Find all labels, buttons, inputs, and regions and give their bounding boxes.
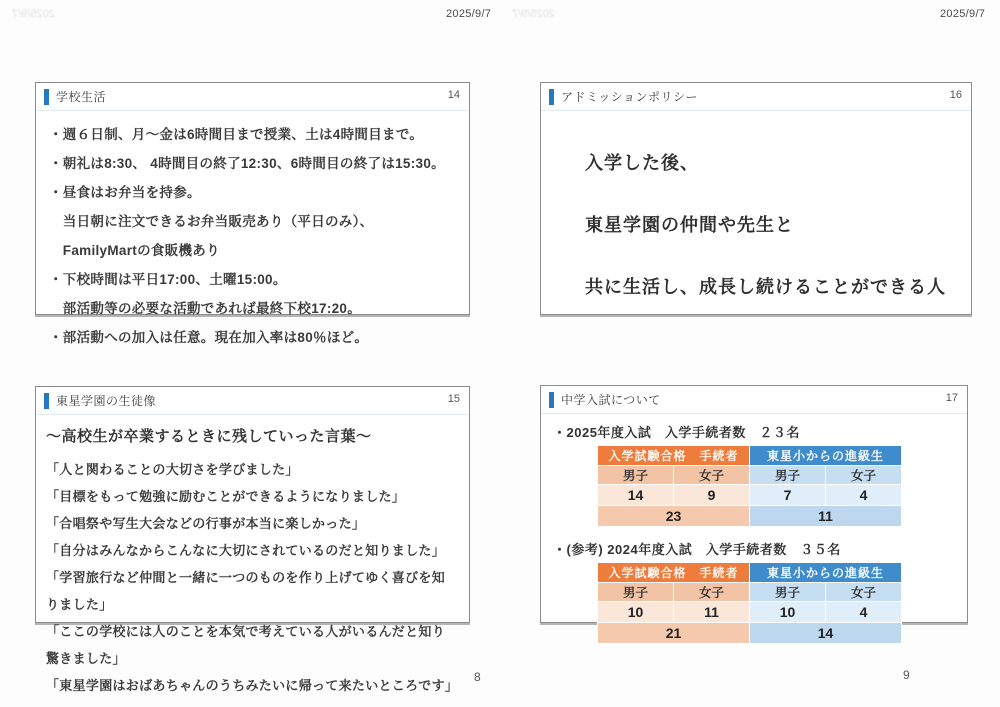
value-cell: 7 (750, 485, 826, 506)
page-number-right: 9 (903, 668, 910, 682)
slide-number: 15 (447, 393, 460, 405)
col-boys: 男子 (750, 583, 826, 602)
slide-student-image (35, 386, 470, 693)
title-accent-bar (44, 89, 49, 105)
bullet-line: 部活動等の必要な活動であれば最終下校17:20。 (49, 301, 362, 316)
policy-line: 入学した後、 (585, 153, 699, 173)
slide-entrance-exam (540, 385, 968, 641)
quote-line: 「東星学園はおばあちゃんのうちみたいに帰って来たいところです」 (46, 678, 459, 693)
bleed-through-artifact: 2025/9/7 (512, 8, 555, 20)
total-cell: 21 (598, 623, 750, 644)
slide-body (541, 111, 971, 305)
exam-2024-caption: ・(参考) 2024年度入試 入学手続者数 ３５名 (553, 542, 841, 557)
col-boys: 男子 (750, 466, 826, 485)
policy-line: 共に生活し、成長し続けることができる人 (585, 277, 946, 297)
value-cell: 4 (826, 602, 902, 623)
bullet-line: ・週６日制、月～金は6時間目まで授業、土は4時間目まで。 (49, 127, 424, 142)
bullet-line: ・下校時間は平日17:00、土曜15:00。 (49, 272, 287, 287)
col-boys: 男子 (598, 466, 674, 485)
quote-line: 「目標をもって勉強に励むことができるようになりました」 (46, 489, 406, 504)
title-accent-bar (549, 392, 554, 408)
quote-line: 「人と関わることの大切さを学びました」 (46, 462, 299, 477)
col-boys: 男子 (598, 583, 674, 602)
table-header-exam-pass: 入学試験合格 手続者 (598, 446, 750, 466)
quote-line: 「合唱祭や写生大会などの行事が本当に楽しかった」 (46, 516, 366, 531)
bullet-line: FamilyMartの食販機あり (49, 243, 220, 258)
total-cell: 14 (750, 623, 902, 644)
page-number-left: 8 (474, 670, 481, 684)
slide-body (36, 415, 469, 699)
title-accent-bar (44, 393, 49, 409)
exam-2025-caption: ・2025年度入試 入学手続者数 ２３名 (553, 425, 800, 440)
slide-number: 14 (447, 89, 460, 101)
total-cell: 23 (598, 506, 750, 527)
table-header-internal: 東星小からの進級生 (750, 563, 902, 583)
col-girls: 女子 (674, 466, 750, 485)
value-cell: 10 (598, 602, 674, 623)
slide-title: アドミッションポリシー (561, 90, 699, 104)
bullet-line: 当日朝に注文できるお弁当販売あり（平日のみ）、 (49, 214, 374, 229)
slide-header (36, 387, 469, 415)
print-date-right-page: 2025/9/7 (940, 8, 986, 20)
col-girls: 女子 (826, 583, 902, 602)
slide-number: 16 (949, 89, 962, 101)
quotes-heading: ～高校生が卒業するときに残していった言葉～ (46, 428, 372, 445)
slide-title: 東星学園の生徒像 (56, 394, 157, 408)
slide-body (36, 111, 469, 352)
slide-number: 17 (945, 392, 958, 404)
bullet-line: ・朝礼は8:30、 4時間目の終了12:30、6時間目の終了は15:30。 (49, 156, 445, 171)
col-girls: 女子 (826, 466, 902, 485)
policy-line: 東星学園の仲間や先生と (585, 215, 794, 235)
value-cell: 9 (674, 485, 750, 506)
slide-title: 中学入試について (561, 393, 661, 407)
slide-admission-policy (540, 82, 972, 315)
slide-school-life (35, 82, 470, 345)
value-cell: 11 (674, 602, 750, 623)
total-cell: 11 (750, 506, 902, 527)
slide-header (541, 83, 971, 111)
bleed-through-artifact: 2025/9/7 (12, 8, 55, 20)
title-accent-bar (549, 89, 554, 105)
bullet-line: ・部活動への加入は任意。現在加入率は80％ほど。 (49, 330, 369, 345)
exam-2024-table (597, 562, 902, 644)
slide-header (541, 386, 967, 414)
print-date-left-page: 2025/9/7 (446, 8, 492, 20)
value-cell: 14 (598, 485, 674, 506)
slide-header (36, 83, 469, 111)
table-header-internal: 東星小からの進級生 (750, 446, 902, 466)
value-cell: 4 (826, 485, 902, 506)
quote-line: 「自分はみんなからこんなに大切にされているのだと知りました」 (46, 543, 446, 558)
bullet-line: ・昼食はお弁当を持参。 (49, 185, 201, 200)
exam-2025-table (597, 445, 902, 527)
table-header-exam-pass: 入学試験合格 手続者 (598, 563, 750, 583)
value-cell: 10 (750, 602, 826, 623)
quote-line: 「ここの学校には人のことを本気で考えている人がいるんだと知り驚きました」 (46, 624, 446, 666)
slide-body (541, 414, 967, 644)
quote-line: 「学習旅行など仲間と一緒に一つのものを作り上げてゆく喜びを知りました」 (46, 570, 446, 612)
slide-title: 学校生活 (56, 90, 107, 104)
col-girls: 女子 (674, 583, 750, 602)
